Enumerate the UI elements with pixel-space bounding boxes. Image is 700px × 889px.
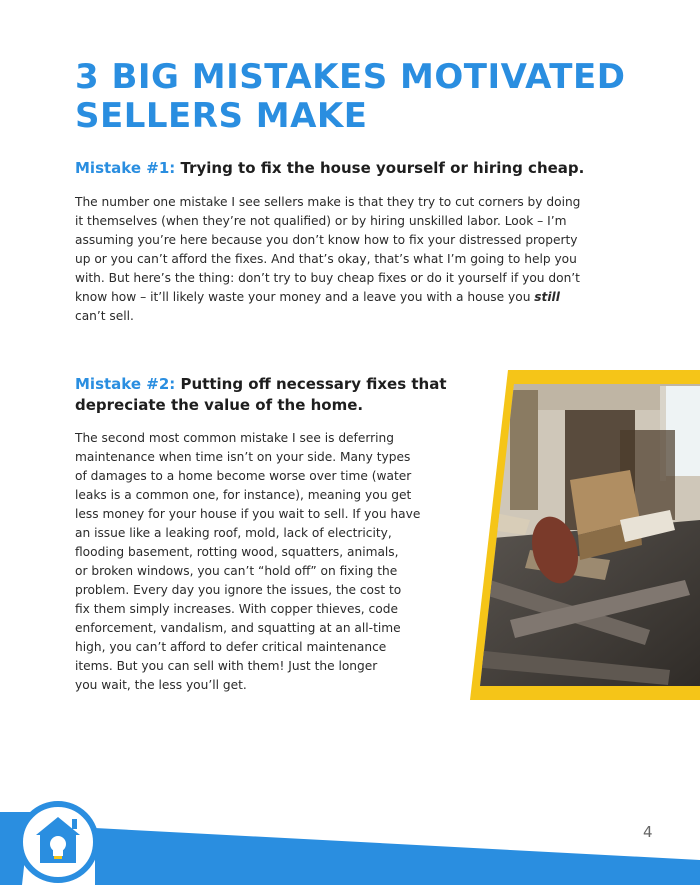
mistake-1-label: Mistake #1: — [75, 159, 176, 177]
paragraph-line: leaks is a common one, for instance), meaning you get — [75, 488, 412, 502]
damaged-room-photo — [470, 370, 700, 700]
mistake-2-heading-line-1: Putting off necessary fixes that — [180, 375, 447, 393]
emphasis-text: still — [534, 290, 560, 304]
paragraph-line: or broken windows, you can’t “hold off” on fixing the — [75, 564, 398, 578]
paragraph-line: you wait, the less you’ll get. — [75, 678, 247, 692]
paragraph-line: flooding basement, rotting wood, squatters, animals, — [75, 545, 399, 559]
paragraph-line: can’t sell. — [75, 309, 134, 323]
paragraph-line: maintenance when time isn’t on your side. Many types — [75, 450, 411, 464]
paragraph-line: less money for your house if you wait to sell. If you have — [75, 507, 421, 521]
paragraph-line: assuming you’re here because you don’t know how to fix your distressed property — [75, 233, 578, 247]
paragraph-line: The number one mistake I see sellers make is that they try to cut corners by doing — [75, 195, 581, 209]
paragraph-line: it themselves (when they’re not qualified) or by hiring unskilled labor. Look – I’m — [75, 214, 567, 228]
footer-band — [0, 790, 700, 885]
paragraph-line: enforcement, vandalism, and squatting at an all-time — [75, 621, 401, 635]
paragraph-line: items. But you can sell with them! Just the longer — [75, 659, 378, 673]
page-title — [75, 58, 655, 136]
paragraph-line: The second most common mistake I see is deferring — [75, 431, 394, 445]
page-number: 4 — [643, 823, 653, 841]
paragraph-line: up or you can’t afford the fixes. And that’s okay, that’s what I’m going to help you — [75, 252, 577, 266]
paragraph-line: high, you can’t afford to defer critical maintenance — [75, 640, 387, 654]
mistake-2-heading — [75, 374, 495, 416]
mistake-2-heading-line-2: depreciate the value of the home. — [75, 396, 364, 414]
paragraph-line: know how – it’ll likely waste your money and a leave you with a house you — [75, 290, 531, 304]
paragraph-line: an issue like a leaking roof, mold, lack of electricity, — [75, 526, 392, 540]
paragraph-line: problem. Every day you ignore the issues, the cost to — [75, 583, 402, 597]
page-title-line-2: SELLERS MAKE — [75, 96, 368, 136]
mistake-2-paragraph — [75, 429, 475, 695]
mistake-2-label: Mistake #2: — [75, 375, 176, 393]
mistake-1-heading — [75, 158, 675, 179]
mistake-1-heading-text: Trying to fix the house yourself or hiring cheap. — [180, 159, 585, 177]
paragraph-line: of damages to a home become worse over time (water — [75, 469, 412, 483]
footer-graphic — [0, 790, 700, 885]
photo-frame — [470, 370, 700, 700]
paragraph-line-with-emphasis — [75, 288, 655, 307]
paragraph-line: fix them simply increases. With copper thieves, code — [75, 602, 398, 616]
page-title-line-1: 3 BIG MISTAKES MOTIVATED — [75, 57, 626, 97]
mistake-1-paragraph — [75, 193, 655, 326]
paragraph-line: with. But here’s the thing: don’t try to buy cheap fixes or do it yourself if you don’t — [75, 271, 580, 285]
